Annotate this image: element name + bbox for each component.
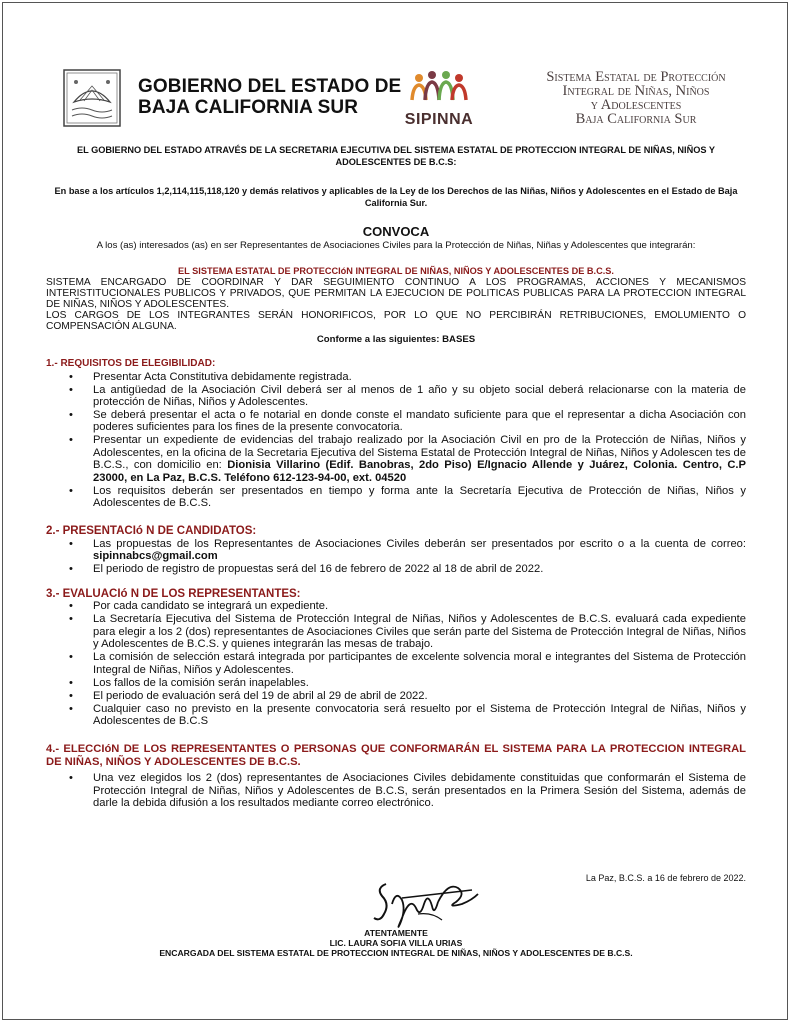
intro-heading: EL GOBIERNO DEL ESTADO ATRAVÉS DE LA SECRETARIA EJECUTIVA DEL SISTEMA ESTATAL DE PROTECCION INTEGRAL DE NIÑAS, NIÑOS Y ADOLESCENTES DE B.C.S: xyxy=(76,145,716,167)
list-item: • Las propuestas de los Representantes de Asociaciones Civiles deberán ser presentados por escrito o a la cuenta de correo: sipinnabcs@gmail.com xyxy=(69,538,746,563)
sipinna-name: SIPINNA xyxy=(404,111,474,128)
gov-name-line1: GOBIERNO DEL ESTADO DE xyxy=(138,76,402,97)
list-item: • La Secretaría Ejecutiva del Sistema de Protección Integral de Niñas, Niños y Adolescentes de B.C.S. evaluará cada expediente para elegir a los 2 (dos) representantes de Asociaciones Civiles que serán parte del Sistema de Protección Integral de Niñas, Niños y Adolescentes de B.C.S. y quienes integrarán las mesas de trabajo. xyxy=(69,613,746,651)
list-item-text: Una vez elegidos los 2 (dos) representantes de Asociaciones Civiles debidamente constituidas que conformarán el Sistema de Protección Integral de Niñas, Niños y Adolescentes de B.C.S, serán presentados en la Primera Sesión del Sistema, además de darle la debida difusión a los resultados mediante correo electrónico. xyxy=(93,772,746,810)
section3-list xyxy=(69,600,746,727)
list-item: • El periodo de registro de propuestas será del 16 de febrero de 2022 al 18 de abril de 2022. xyxy=(69,563,544,576)
section4-title: 4.- ELECCIóN DE LOS REPRESENTANTES O PERSONAS QUE CONFORMARÁN EL SISTEMA PARA LA PROTECCION INTEGRAL DE NIÑAS, NIÑOS Y ADOLESCENTES DE B.C.S. xyxy=(46,743,746,769)
bases-heading: Conforme a las siguientes: BASES xyxy=(316,334,476,345)
government-name xyxy=(138,76,401,118)
sipinna-full-line3: y Adolescentes xyxy=(590,97,682,113)
signatory-title: ENCARGADA DEL SISTEMA ESTATAL DE PROTECCION INTEGRAL DE NIÑAS, NIÑOS Y ADOLESCENTES DE B.C.S. xyxy=(159,948,633,958)
list-item-text: El periodo de evaluación será del 19 de abril al 29 de abril de 2022. xyxy=(93,689,428,702)
list-item: • Se deberá presentar el acta o fe notarial en donde conste el mandato suficiente para que el representar a dicha Asociación con poderes suficientes para los fines de la presente convocatoria. xyxy=(69,409,746,434)
list-item-text: Los fallos de la comisión serán inapelables. xyxy=(93,676,309,689)
list-item: • Los requisitos deberán ser presentados en tiempo y forma ante la Secretaría Ejecutiva de Protección de Niñas, Niños y Adolescentes de B.C.S. xyxy=(69,484,746,510)
list-item-text: La Secretaría Ejecutiva del Sistema de Protección Integral de Niñas, Niños y Adolescentes de B.C.S. evaluará cada expediente para elegir a los 2 (dos) representantes de Asociaciones Civiles que serán parte del Sistema de Protección Integral de Niñas, Niños y Adolescentes de B.C.S. y quienes integrarán las mesas de trabajo. xyxy=(93,613,746,651)
list-item-text: Presentar un expediente de evidencias del trabajo realizado por la Asociación Civil en pro de la Protección de Niñas, Niños y Adolescentes, en la oficina de la Secretaria Ejecutiva del Sistema Estatal de Protección Integral de Niñas, Niños y Adolescen tes de B.C.S., con domicilio en: xyxy=(93,434,746,472)
list-item: • Una vez elegidos los 2 (dos) representantes de Asociaciones Civiles debidamente constituidas que conformarán el Sistema de Protección Integral de Niñas, Niños y Adolescentes de B.C.S, serán presentados en la Primera Sesión del Sistema, además de darle la debida difusión a los resultados mediante correo electrónico. xyxy=(69,772,746,810)
list-item-text: El periodo de registro de propuestas será del 16 de febrero de 2022 al 18 de abril de 2022. xyxy=(93,563,544,576)
intro-legal-basis: En base a los artículos 1,2,114,115,118,120 y demás relativos y aplicables de la Ley de los Derechos de las Niñas, Niños y Adolescentes en el Estado de Baja California Sur. xyxy=(54,186,738,208)
gov-name-line2: BAJA CALIFORNIA SUR xyxy=(138,97,359,118)
section2-list xyxy=(69,538,746,576)
list-item-text: Por cada candidato se integrará un expediente. xyxy=(93,600,329,613)
signatory-name: LIC. LAURA SOFIA VILLA URIAS xyxy=(329,938,463,948)
sistema-title: EL SISTEMA ESTATAL DE PROTECCIóN INTEGRAL DE NIÑAS, NIÑOS Y ADOLESCENTES DE B.C.S. xyxy=(178,266,614,276)
sistema-honorific-note: LOS CARGOS DE LOS INTEGRANTES SERÁN HONORIFICOS, POR LO QUE NO PERCIBIRÁN RETRIBUCIONES, EMOLUMIENTO O COMPENSACIÓN ALGUNA. xyxy=(46,310,746,332)
list-item-text: Presentar Acta Constitutiva debidamente registrada. xyxy=(93,370,352,383)
letterhead xyxy=(60,66,750,136)
convoca-title: CONVOCA xyxy=(362,224,430,239)
sistema-description: SISTEMA ENCARGADO DE COORDINAR Y DAR SEGUIMIENTO CONTINUO A LOS PROGRAMAS, ACCIONES Y MECANISMOS INTERISTITUCIONALES PUBLICOS Y PRIVADOS, QUE PERMITAN LA EJECUCION DE POLITICAS PUBLICAS PARA LA PROTECCION INTEGRAL DE NIÑAS, NIÑOS Y ADOLESCENTES. xyxy=(46,277,746,310)
list-item: • La antigüedad de la Asociación Civil deberá ser al menos de 1 año y su objeto social deberá relacionarse con la materia de protección de Niñas, Niños y Adolescentes. xyxy=(69,383,746,408)
sipinna-full-line1: Sistema Estatal de Protección xyxy=(546,69,726,85)
sipinna-full-line2: Integral de Niñas, Niños xyxy=(562,83,710,99)
convoca-subtitle: A los (as) interesados (as) en ser Representantes de Asociaciones Civiles para la Protección de Niñas, Niñas y Adolescentes que integrarán: xyxy=(96,240,696,251)
state-coat-of-arms-icon xyxy=(60,66,124,130)
list-item: • La comisión de selección estará integrada por participantes de excelente solvencia moral e integrantes del Sistema de Protección Integral de Niñas, Niños y Adolescentes. xyxy=(69,651,746,676)
list-item: • Presentar Acta Constitutiva debidamente registrada. xyxy=(69,370,352,383)
signatory xyxy=(0,928,792,958)
list-item-text: Cualquier caso no previsto en la presente convocatoria será resuelto por el Sistema de Protección Integral de Niñas, Niños y Adolescentes de B.C.S xyxy=(93,702,746,728)
list-item: • Presentar un expediente de evidencias del trabajo realizado por la Asociación Civil en pro de la Protección de Niñas, Niños y Adolescentes, en la oficina de la Secretaria Ejecutiva del Sistema Estatal de Protección Integral de Niñas, Niños y Adolescen tes de B.C.S., con domicilio en: Dionisia Villarino (Edif. Banobras, 2do Piso) E/Ignacio Allende y Juárez, Colonia. Centro, C.P 23000, en La Paz, B.C.S. Teléfono 612-123-94-00, ext. 04520 xyxy=(69,434,746,484)
sipinna-people-icon xyxy=(409,70,469,104)
list-item: • Cualquier caso no previsto en la presente convocatoria será resuelto por el Sistema de Protección Integral de Niñas, Niños y Adolescentes de B.C.S xyxy=(69,702,746,728)
atentamente-label: ATENTAMENTE xyxy=(364,928,428,938)
list-item-text: La comisión de selección estará integrada por participantes de excelente solvencia moral e integrantes del Sistema de Protección Integral de Niñas, Niños y Adolescentes. xyxy=(93,651,746,676)
list-item: • Por cada candidato se integrará un expediente. xyxy=(69,600,329,613)
sipinna-full-name xyxy=(526,70,746,126)
document-body xyxy=(46,144,746,810)
list-item: • El periodo de evaluación será del 19 de abril al 29 de abril de 2022. xyxy=(69,689,428,702)
section1-list xyxy=(69,371,746,510)
list-item-text: La antigüedad de la Asociación Civil deberá ser al menos de 1 año y su objeto social deberá relacionarse con la materia de protección de Niñas, Niños y Adolescentes. xyxy=(93,383,746,408)
list-item-text: Se deberá presentar el acta o fe notarial en donde conste el mandato suficiente para que el representar a dicha Asociación con poderes suficientes para los fines de la presente convocatoria. xyxy=(93,409,746,434)
section1-title: 1.- REQUISITOS DE ELEGIBILIDAD: xyxy=(46,358,216,369)
list-item: • Los fallos de la comisión serán inapelables. xyxy=(69,676,309,689)
section4-list xyxy=(69,772,746,809)
list-item-text: Los requisitos deberán ser presentados en tiempo y forma ante la Secretaría Ejecutiva de Protección de Niñas, Niños y Adolescentes de B.C.S. xyxy=(93,484,746,510)
sipinna-full-line4: Baja California Sur xyxy=(575,111,697,127)
contact-email: sipinnabcs@gmail.com xyxy=(93,550,218,563)
list-item-text: Las propuestas de los Representantes de Asociaciones Civiles deberán ser presentados por escrito o a la cuenta de correo: xyxy=(93,538,746,551)
signature-icon xyxy=(372,874,482,936)
issue-date: La Paz, B.C.S. a 16 de febrero de 2022. xyxy=(585,873,746,883)
section3-title: 3.- EVALUACIó N DE LOS REPRESENTANTES: xyxy=(46,587,301,600)
section2-title: 2.- PRESENTACIó N DE CANDIDATOS: xyxy=(46,525,257,538)
office-address: Dionisia Villarino (Edif. Banobras, 2do Piso) E/Ignacio Allende y Juárez, Colonia. Centro, C.P 23000, en La Paz, B.C.S. Teléfono 612-123-94-00, ext. 04520 xyxy=(93,459,746,484)
sipinna-logo xyxy=(394,70,484,130)
